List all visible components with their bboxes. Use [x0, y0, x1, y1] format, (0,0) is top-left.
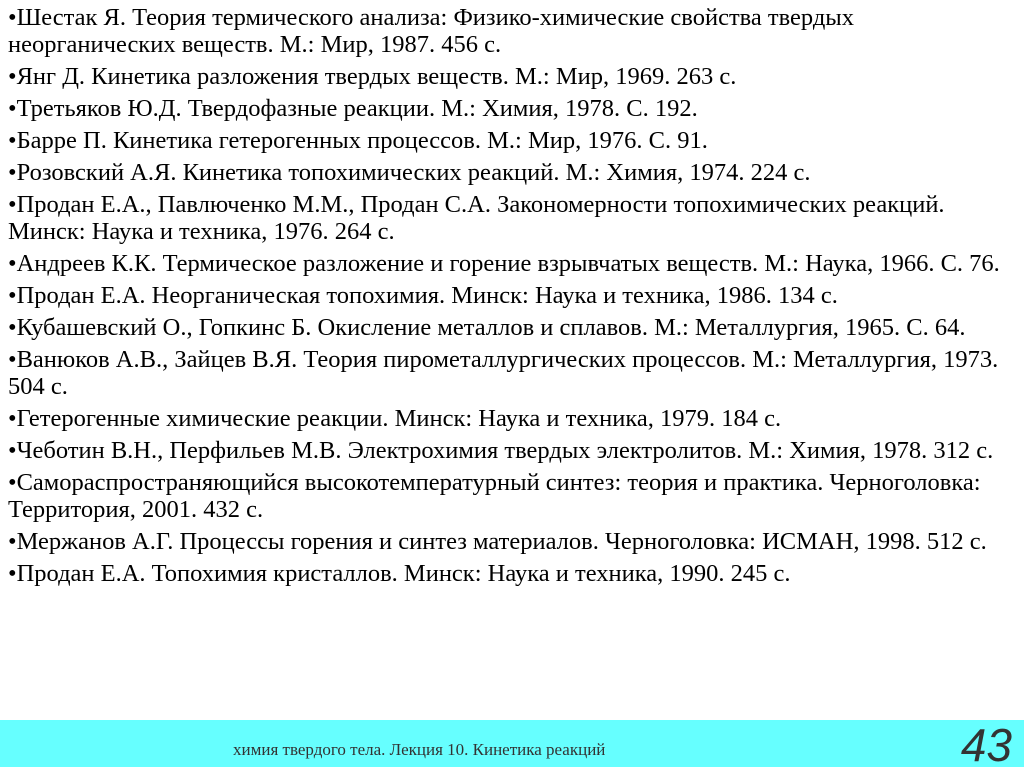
reference-item: •Андреев К.К. Термическое разложение и горение взрывчатых веществ. М.: Наука, 1966. С. 76.	[8, 250, 1000, 277]
reference-item: •Кубашевский О., Гопкинс Б. Окисление металлов и сплавов. М.: Металлургия, 1965. С. 64.	[8, 314, 966, 341]
reference-item: •Продан Е.А. Топохимия кристаллов. Минск: Наука и техника, 1990. 245 с.	[8, 560, 791, 587]
reference-item: •Шестак Я. Теория термического анализа: Физико-химические свойства твердых неорганических веществ. М.: Мир, 1987. 456 с.	[8, 4, 855, 58]
reference-item: •Продан Е.А. Неорганическая топохимия. Минск: Наука и техника, 1986. 134 с.	[8, 282, 838, 309]
reference-item: •Ванюков А.В., Зайцев В.Я. Теория пирометаллургических процессов. М.: Металлургия, 1973. 504 с.	[8, 346, 999, 400]
reference-item: •Барре П. Кинетика гетерогенных процессов. М.: Мир, 1976. С. 91.	[8, 127, 708, 154]
reference-item: •Чеботин В.Н., Перфильев М.В. Электрохимия твердых электролитов. М.: Химия, 1978. 312 с.	[8, 437, 994, 464]
reference-item: •Янг Д. Кинетика разложения твердых веществ. М.: Мир, 1969. 263 с.	[8, 63, 737, 90]
reference-item: •Самораспространяющийся высокотемпературный синтез: теория и практика. Черноголовка: Территория, 2001. 432 с.	[8, 469, 981, 523]
reference-list	[8, 4, 1016, 592]
footer-text: химия твердого тела. Лекция 10. Кинетика реакций	[233, 740, 606, 759]
reference-item: •Гетерогенные химические реакции. Минск: Наука и техника, 1979. 184 с.	[8, 405, 782, 432]
reference-item: •Продан Е.А., Павлюченко М.М., Продан С.А. Закономерности топохимических реакций. Минск: Наука и техника, 1976. 264 с.	[8, 191, 945, 245]
reference-item: •Розовский А.Я. Кинетика топохимических реакций. М.: Химия, 1974. 224 с.	[8, 159, 811, 186]
reference-item: •Третьяков Ю.Д. Твердофазные реакции. М.: Химия, 1978. С. 192.	[8, 95, 698, 122]
page-number: 43	[960, 719, 1012, 771]
slide-footer	[0, 719, 1024, 771]
reference-item: •Мержанов А.Г. Процессы горения и синтез материалов. Черноголовка: ИСМАН, 1998. 512 с.	[8, 528, 987, 555]
